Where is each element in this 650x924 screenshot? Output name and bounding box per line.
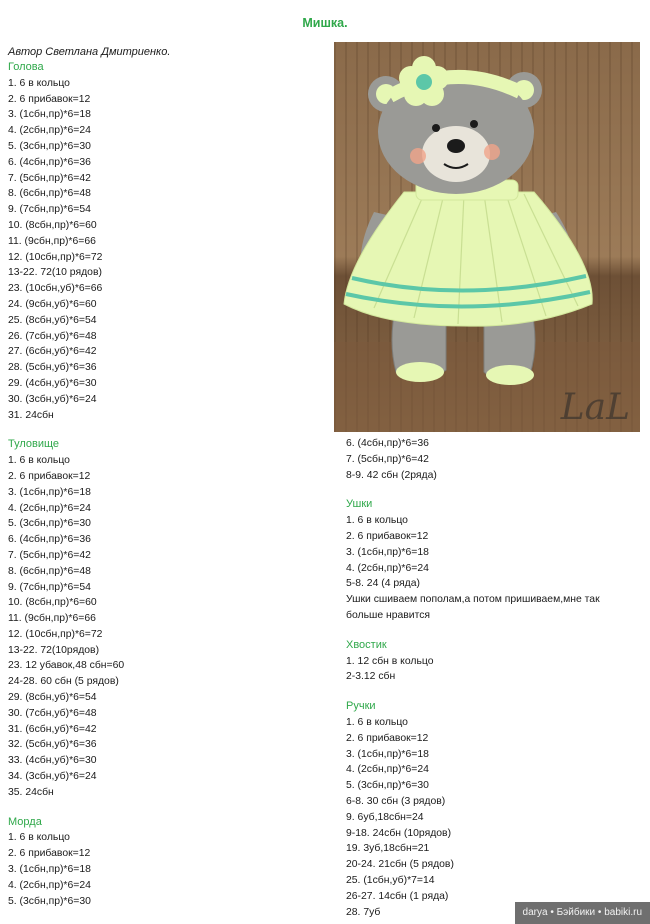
pattern-step: 5. (3сбн,пр)*6=30 <box>8 518 91 530</box>
pattern-step: 11. (9сбн,пр)*6=66 <box>8 235 96 247</box>
muzzle-steps-continued <box>346 436 600 483</box>
pattern-step: 24-28. 60 сбн (5 рядов) <box>8 676 119 688</box>
pattern-step: больше нравится <box>346 609 431 621</box>
pattern-step: 33. (4сбн,уб)*6=30 <box>8 755 97 767</box>
tail-steps <box>346 654 600 686</box>
pattern-step: 3. (1сбн,пр)*6=18 <box>8 109 91 121</box>
pattern-step: 6. (4сбн,пр)*6=36 <box>346 438 429 449</box>
pattern-step: 23. 12 убавок,48 сбн=60 <box>8 660 125 672</box>
pattern-step: 12. (10сбн,пр)*6=72 <box>8 251 103 263</box>
pattern-step: 6. (4сбн,пр)*6=36 <box>8 156 91 168</box>
arms-steps <box>346 715 600 920</box>
ears-steps <box>346 513 600 624</box>
pattern-step: 6. (4сбн,пр)*6=36 <box>8 534 91 546</box>
pattern-step: 2. 6 прибавок=12 <box>346 530 429 542</box>
pattern-step: Ушки сшиваем пополам,а потом пришиваем,мне так <box>346 594 600 606</box>
muzzle-steps <box>8 830 124 909</box>
pattern-step: 19. 3уб,18сбн=21 <box>346 843 430 855</box>
pattern-step: 9-18. 24сбн (10рядов) <box>346 827 452 839</box>
pattern-step: 35. 24сбн <box>8 786 54 798</box>
pattern-step: 7. (5сбн,пр)*6=42 <box>8 172 91 184</box>
section-title-head: Голова <box>8 61 44 73</box>
pattern-step: 8. (6сбн,пр)*6=48 <box>8 565 91 577</box>
right-column <box>346 436 600 920</box>
pattern-step: 26-27. 14сбн (1 ряда) <box>346 890 449 902</box>
pattern-step: 13-22. 72(10 рядов) <box>8 267 102 279</box>
source-watermark: darya • Бэйбики • babiki.ru <box>515 902 650 924</box>
pattern-step: 8-9. 42 сбн (2ряда) <box>346 469 437 481</box>
head-steps <box>8 76 124 424</box>
pattern-step: 2. 6 прибавок=12 <box>8 470 91 482</box>
pattern-step: 31. 24сбн <box>8 409 54 421</box>
pattern-step: 34. (3сбн,уб)*6=24 <box>8 771 97 783</box>
pattern-step: 3. (1сбн,пр)*6=18 <box>346 748 429 760</box>
pattern-step: 1. 6 в кольцо <box>346 515 408 527</box>
body-steps <box>8 453 124 801</box>
pattern-step: 23. (10сбн,уб)*6=66 <box>8 283 103 295</box>
section-title-muzzle: Морда <box>8 815 42 828</box>
pattern-step: 9. 6уб,18сбн=24 <box>346 811 424 823</box>
pattern-step: 28. (5сбн,уб)*6=36 <box>8 362 97 374</box>
pattern-step: 3. (1сбн,пр)*6=18 <box>8 486 91 498</box>
section-title-tail: Хвостик <box>346 638 387 651</box>
pattern-step: 20-24. 21сбн (5 рядов) <box>346 859 454 871</box>
pattern-step: 4. (2сбн,пр)*6=24 <box>8 502 91 514</box>
pattern-step: 4. (2сбн,пр)*6=24 <box>346 764 429 776</box>
author-line: Автор Светлана Дмитриенко. <box>8 46 171 58</box>
pattern-step: 29. (4сбн,уб)*6=30 <box>8 377 97 389</box>
photo-signature: LaL <box>560 387 630 428</box>
pattern-step: 5-8. 24 (4 ряда) <box>346 578 420 590</box>
page-title: Мишка. <box>302 16 348 30</box>
section-title-ears: Ушки <box>346 498 373 511</box>
pattern-step: 11. (9сбн,пр)*6=66 <box>8 613 96 625</box>
bear-illustration <box>334 42 640 432</box>
section-title-arms: Ручки <box>346 700 376 713</box>
pattern-step: 25. (8сбн,уб)*6=54 <box>8 314 97 326</box>
pattern-step: 1. 6 в кольцо <box>346 716 408 728</box>
pattern-step: 27. (6сбн,уб)*6=42 <box>8 346 97 358</box>
pattern-step: 24. (9сбн,уб)*6=60 <box>8 298 97 310</box>
pattern-step: 1. 12 сбн в кольцо <box>346 655 434 667</box>
pattern-step: 2. 6 прибавок=12 <box>8 93 91 105</box>
pattern-step: 1. 6 в кольцо <box>8 77 70 89</box>
pattern-step: 3. (1сбн,пр)*6=18 <box>346 546 429 558</box>
pattern-step: 2. 6 прибавок=12 <box>346 732 429 744</box>
pattern-step: 1. 6 в кольцо <box>8 455 70 467</box>
pattern-step: 13-22. 72(10рядов) <box>8 644 100 656</box>
pattern-step: 12. (10сбн,пр)*6=72 <box>8 628 103 640</box>
pattern-step: 29. (8сбн,уб)*6=54 <box>8 692 97 704</box>
pattern-step: 1. 6 в кольцо <box>8 832 70 844</box>
pattern-step: 9. (7сбн,пр)*6=54 <box>8 581 91 593</box>
pattern-step: 4. (2сбн,пр)*6=24 <box>8 879 91 891</box>
pattern-step: 5. (3сбн,пр)*6=30 <box>8 895 91 907</box>
left-column <box>8 60 124 909</box>
bear-photo <box>334 42 640 432</box>
pattern-step: 7. (5сбн,пр)*6=42 <box>346 453 429 465</box>
pattern-step: 8. (6сбн,пр)*6=48 <box>8 188 91 200</box>
pattern-step: 31. (6сбн,уб)*6=42 <box>8 723 97 735</box>
pattern-step: 9. (7сбн,пр)*6=54 <box>8 204 91 216</box>
pattern-step: 4. (2сбн,пр)*6=24 <box>8 125 91 137</box>
pattern-step: 25. (1сбн,уб)*7=14 <box>346 874 435 886</box>
pattern-step: 28. 7уб <box>346 906 381 918</box>
pattern-step: 7. (5сбн,пр)*6=42 <box>8 549 91 561</box>
pattern-step: 5. (3сбн,пр)*6=30 <box>8 140 91 152</box>
section-title-body: Туловище <box>8 438 60 451</box>
pattern-step: 2. 6 прибавок=12 <box>8 848 91 860</box>
pattern-step: 10. (8сбн,пр)*6=60 <box>8 219 97 231</box>
pattern-step: 30. (3сбн,уб)*6=24 <box>8 393 97 405</box>
pattern-step: 6-8. 30 сбн (3 рядов) <box>346 795 446 807</box>
pattern-step: 2-3.12 сбн <box>346 671 396 683</box>
pattern-step: 5. (3сбн,пр)*6=30 <box>346 780 429 792</box>
pattern-step: 10. (8сбн,пр)*6=60 <box>8 597 97 609</box>
pattern-step: 3. (1сбн,пр)*6=18 <box>8 864 91 876</box>
pattern-step: 32. (5сбн,уб)*6=36 <box>8 739 97 751</box>
pattern-step: 4. (2сбн,пр)*6=24 <box>346 562 429 574</box>
pattern-step: 30. (7сбн,уб)*6=48 <box>8 707 97 719</box>
pattern-step: 26. (7сбн,уб)*6=48 <box>8 330 97 342</box>
